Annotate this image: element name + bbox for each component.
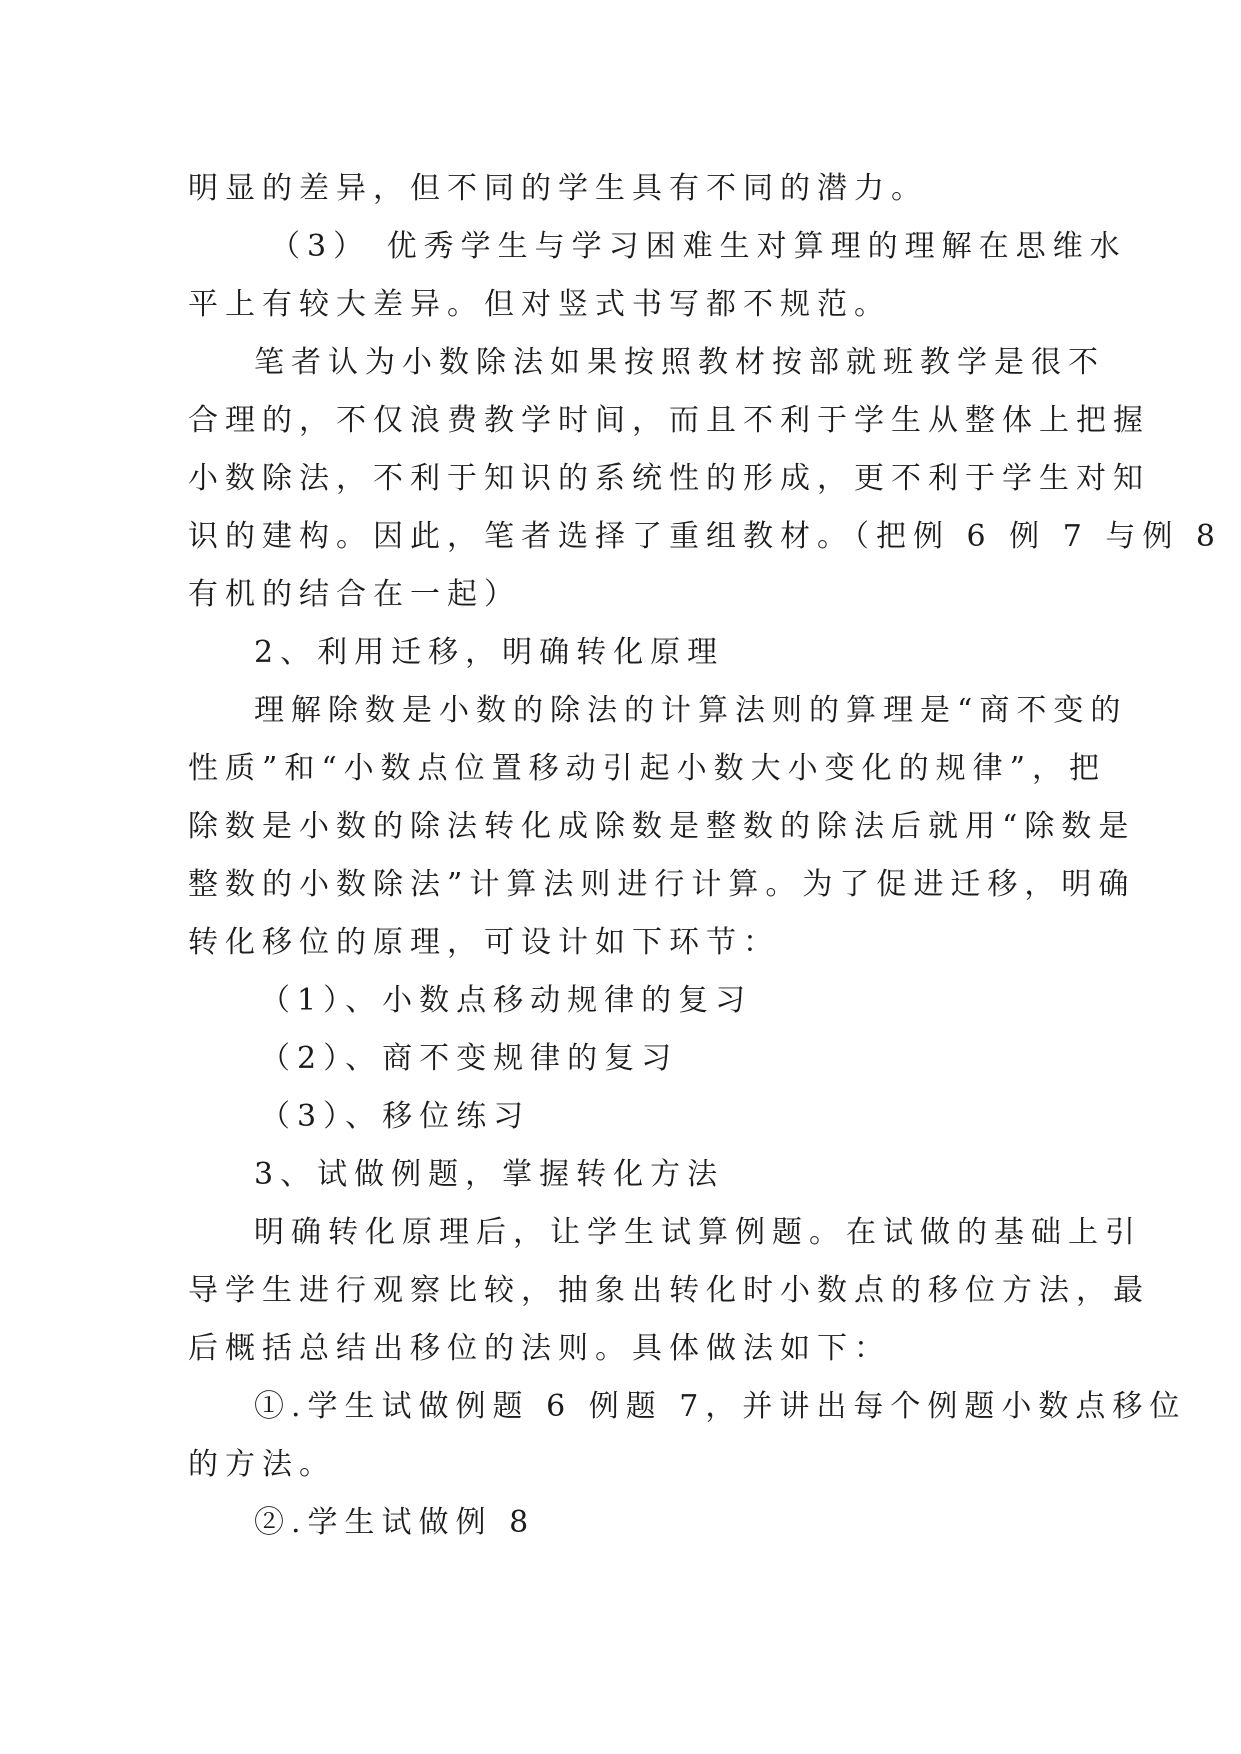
list-item: （3）、移位练习	[260, 1099, 531, 1134]
text-line: 有机的结合在一起）	[188, 577, 521, 612]
list-item: ①.学生试做例题 6 例题 7，并讲出每个例题小数点移位	[254, 1389, 1187, 1424]
list-item: ②.学生试做例 8	[254, 1505, 536, 1540]
body-text	[188, 160, 1222, 1552]
text-line: 合理的，不仅浪费教学时间，而且不利于学生从整体上把握	[188, 403, 1150, 438]
text-line: 明确转化原理后，让学生试算例题。在试做的基础上引	[254, 1215, 1142, 1250]
text-line: 整数的小数除法”计算法则进行计算。为了促进迁移，明确	[188, 867, 1136, 902]
text-line: 理解除数是小数的除法的计算法则的算理是“商不变的	[254, 693, 1128, 728]
text-line: 后概括总结出移位的法则。具体做法如下：	[188, 1331, 891, 1366]
text-line: 除数是小数的除法转化成除数是整数的除法后就用“除数是	[188, 809, 1136, 844]
text-line: 导学生进行观察比较，抽象出转化时小数点的移位方法，最	[188, 1273, 1150, 1308]
list-item: （1）、小数点移动规律的复习	[260, 983, 753, 1018]
text-line: 转化移位的原理，可设计如下环节：	[188, 925, 780, 960]
text-line: （3） 优秀学生与学习困难生对算理的理解在思维水	[270, 229, 1127, 264]
text-line: 平上有较大差异。但对竖式书写都不规范。	[188, 287, 891, 322]
section-heading: 2、利用迁移，明确转化原理	[254, 635, 725, 670]
text-line: 明显的差异，但不同的学生具有不同的潜力。	[188, 171, 928, 206]
list-item: （2）、商不变规律的复习	[260, 1041, 679, 1076]
text-line: 性质”和“小数点位置移动引起小数大小变化的规律”，把	[188, 751, 1107, 786]
text-line: 小数除法，不利于知识的系统性的形成，更不利于学生对知	[188, 461, 1150, 496]
text-line: 笔者认为小数除法如果按照教材按部就班教学是很不	[254, 345, 1105, 380]
text-line: 的方法。	[188, 1447, 336, 1482]
text-line: 识的建构。因此，笔者选择了重组教材。（把例 6 例 7 与例 8	[188, 519, 1222, 554]
section-heading: 3、试做例题，掌握转化方法	[254, 1157, 725, 1192]
